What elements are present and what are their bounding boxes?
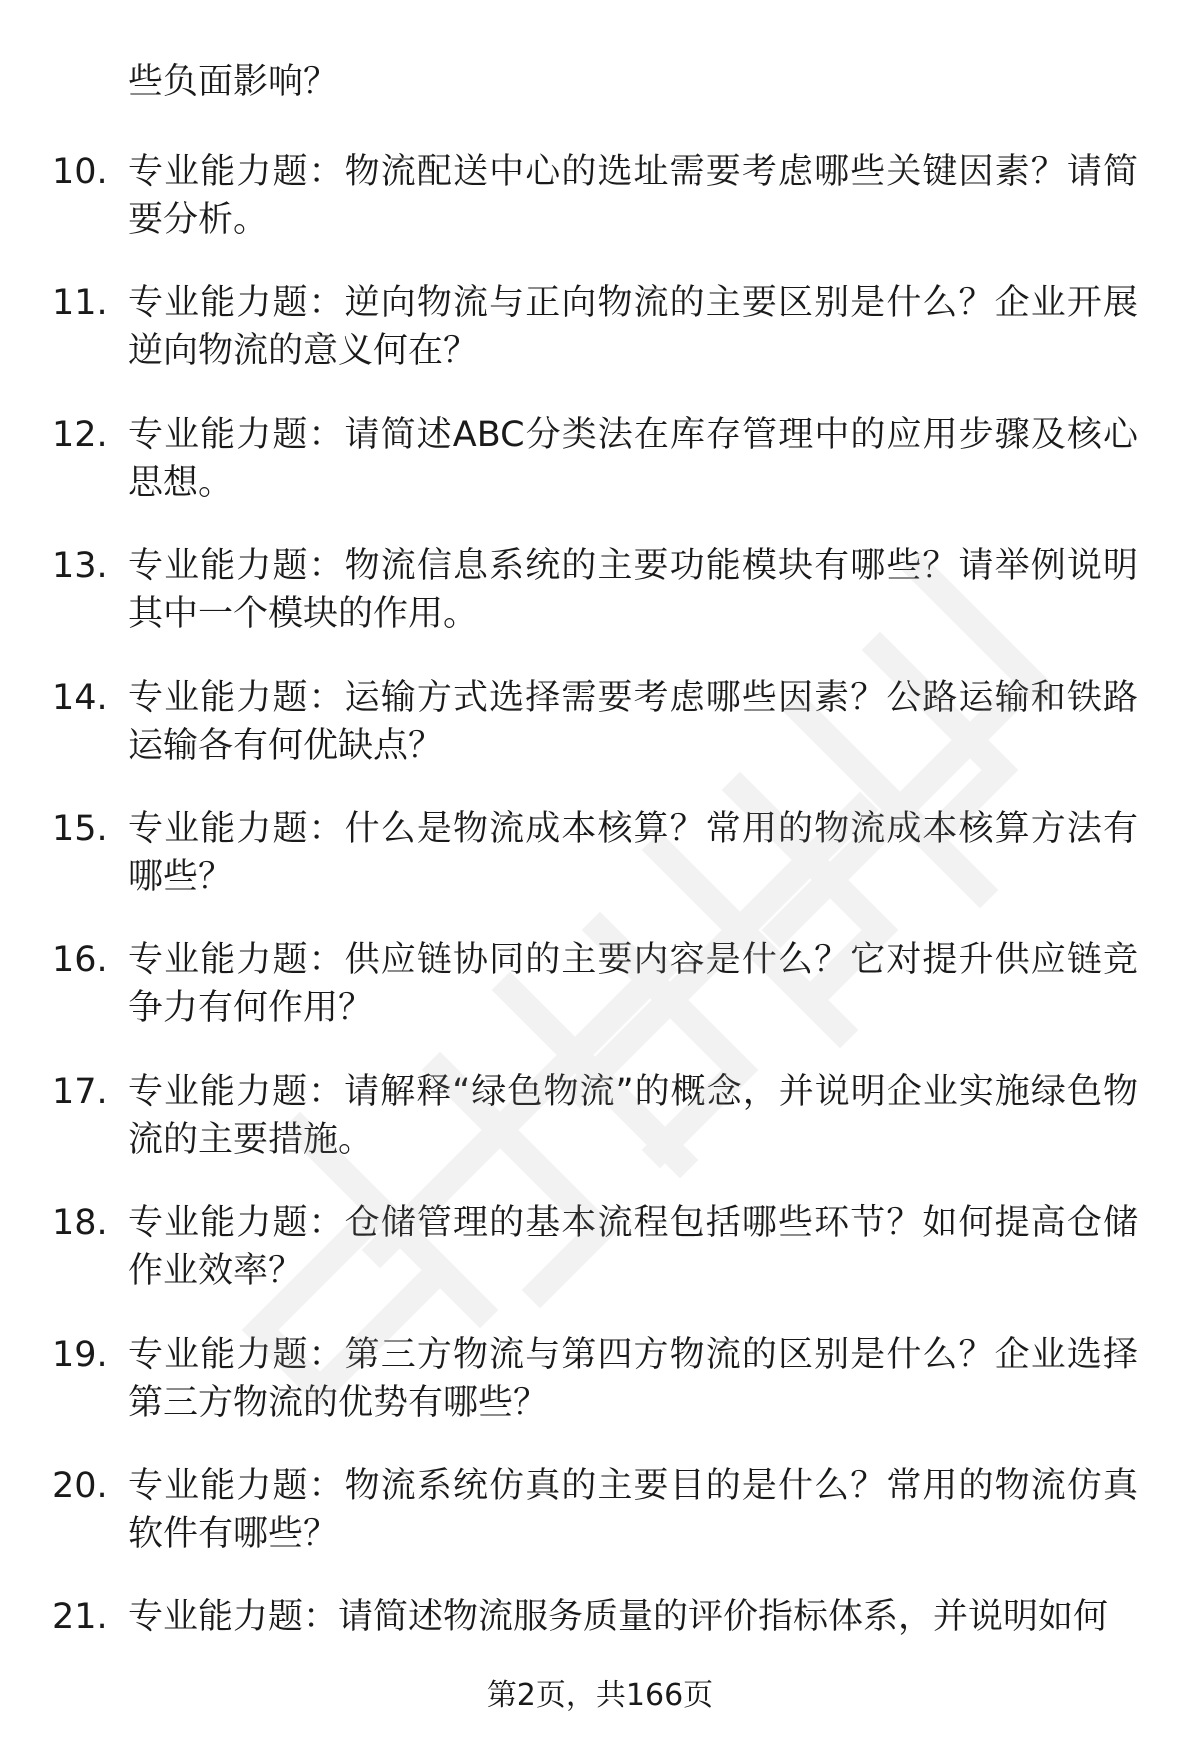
question-number: 14. bbox=[52, 677, 108, 718]
question-item bbox=[0, 148, 1200, 279]
question-text: 专业能力题：第三方物流与第四方物流的区别是什么？企业选择第三方物流的优势有哪些？ bbox=[128, 1334, 1138, 1423]
question-number: 15. bbox=[52, 808, 108, 849]
page-footer: 第2页，共166页 bbox=[486, 1678, 714, 1713]
question-text: 专业能力题：逆向物流与正向物流的主要区别是什么？企业开展逆向物流的意义何在？ bbox=[128, 283, 1138, 372]
question-item bbox=[0, 1462, 1200, 1593]
question-number: 11. bbox=[52, 283, 108, 324]
question-item bbox=[0, 411, 1200, 542]
question-number: 12. bbox=[52, 414, 108, 455]
question-number: 16. bbox=[52, 940, 108, 981]
question-text: 专业能力题：物流信息系统的主要功能模块有哪些？请举例说明其中一个模块的作用。 bbox=[128, 546, 1138, 635]
question-text: 专业能力题：物流配送中心的选址需要考虑哪些关键因素？请简要分析。 bbox=[128, 152, 1138, 240]
question-list bbox=[0, 148, 1200, 1725]
question-number: 17. bbox=[52, 1071, 108, 1112]
question-item bbox=[0, 1331, 1200, 1462]
question-number: 13. bbox=[52, 546, 108, 587]
question-number: 19. bbox=[52, 1334, 108, 1375]
question-item bbox=[0, 1199, 1200, 1330]
question-number: 20. bbox=[52, 1465, 108, 1506]
continuation-text: 些负面影响？ bbox=[128, 62, 339, 102]
question-number: 21. bbox=[52, 1597, 108, 1638]
question-text: 专业能力题：请解释“绿色物流”的概念，并说明企业实施绿色物流的主要措施。 bbox=[128, 1071, 1138, 1160]
question-item bbox=[0, 279, 1200, 410]
question-text: 专业能力题：物流系统仿真的主要目的是什么？常用的物流仿真软件有哪些？ bbox=[128, 1465, 1138, 1554]
question-number: 10. bbox=[52, 152, 108, 192]
question-item bbox=[0, 805, 1200, 936]
question-text: 专业能力题：请简述物流服务质量的评价指标体系，并说明如何 bbox=[128, 1597, 1109, 1638]
question-text: 专业能力题：供应链协同的主要内容是什么？它对提升供应链竞争力有何作用？ bbox=[128, 940, 1138, 1029]
question-text: 专业能力题：仓储管理的基本流程包括哪些环节？如何提高仓储作业效率？ bbox=[128, 1203, 1138, 1292]
question-number: 18. bbox=[52, 1203, 108, 1244]
question-item bbox=[0, 674, 1200, 805]
question-text: 专业能力题：什么是物流成本核算？常用的物流成本核算方法有哪些？ bbox=[128, 808, 1138, 897]
question-item bbox=[0, 542, 1200, 673]
question-text: 专业能力题：请简述ABC分类法在库存管理中的应用步骤及核心思想。 bbox=[128, 414, 1138, 503]
question-text: 专业能力题：运输方式选择需要考虑哪些因素？公路运输和铁路运输各有何优缺点？ bbox=[128, 677, 1138, 766]
question-item bbox=[0, 1068, 1200, 1199]
question-item bbox=[0, 936, 1200, 1067]
